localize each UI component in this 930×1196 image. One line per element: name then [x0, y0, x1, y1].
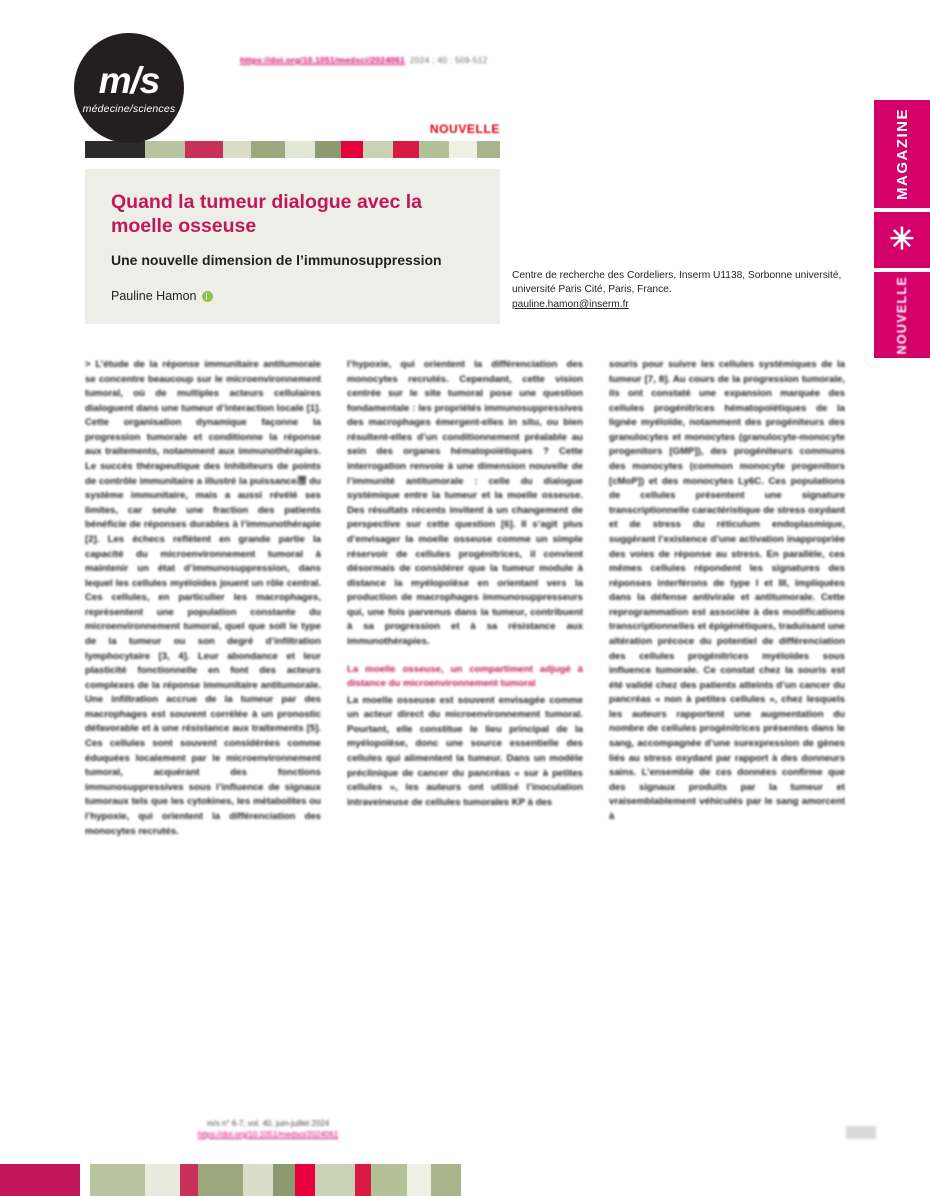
color-segment [85, 141, 145, 158]
color-segment [185, 141, 223, 158]
column-3-text: souris pour suivre les cellules systémiques de la tumeur [7, 8]. Au cours de la progression tumorale, ils ont constaté une expansion marquée des cellules progénitrices hématopoïétiques de la lignée myéloïde, notamment des progéniteurs des granulocytes et monocytes (granulocyte-monocyte progenitors [GMP]), des progéniteurs communs des monocytes (common monocyte progenitors [cMoP]) et des monocytes Ly6C. Ces populations de cellules présentent une signature transcriptionnelle caractéristique de stress oxydant et de stress du réticulum endoplasmique, suggérant l’existence d’une activation inappropriée des voies de réponse au stress. En parallèle, ces mêmes cellules répondent les signatures des réponses interférons de type I et III, impliquées dans la défense antivirale et antitumorale. Cette reprogrammation est associée à des modifications transcriptionnelles et épigénétiques, traduisant une altération précoce du potentiel de différenciation des cellules progénitrices myéloïdes sous influence tumorale. Ce constat chez la souris est été validé chez des patients atteints d’un cancer du pancréas « non à petites cellules », chez lesquels les auteurs rapportent une augmentation du nombre de cellules progénitrices présentes dans le sang, accompagnée d’une surexpression de gènes liés au stress oxydant par rapport à des donneurs sains. L’ensemble de ces données confirme que des signaux produits par la tumeur et vraisemblablement véhiculés par le sang amorcent à [609, 359, 845, 822]
decorative-color-strip [85, 141, 500, 158]
author-email[interactable]: pauline.hamon@inserm.fr [512, 298, 629, 310]
article-subtitle: Une nouvelle dimension de l’immunosuppression [111, 251, 442, 268]
color-segment [145, 1164, 180, 1196]
color-segment [273, 1164, 295, 1196]
right-rail [874, 100, 930, 358]
color-segment [295, 1164, 315, 1196]
color-segment [419, 141, 449, 158]
logo-subtitle-text: médecine/sciences [82, 102, 176, 115]
article-body [85, 358, 845, 839]
bottom-color-strip [0, 1164, 930, 1196]
article-title-box [85, 169, 500, 324]
section-label: NOUVELLE [429, 122, 500, 136]
footer-doi-link[interactable]: https://doi.org/10.1051/medsci/2024061 [197, 1130, 339, 1139]
color-segment [145, 141, 185, 158]
article-author [111, 289, 474, 303]
color-segment [223, 141, 251, 158]
color-segment [80, 1164, 90, 1196]
affiliation-text: Centre de recherche des Cordeliers, Inserm U1138, Sorbonne université, université Paris Cité, Paris, France. [512, 270, 842, 296]
doi-link[interactable]: https://doi.org/10.1051/medsci/2024061 [240, 55, 405, 65]
page-footer [168, 1119, 368, 1139]
color-segment [363, 141, 393, 158]
section-heading-moelle: La moelle osseuse, un compartiment adjugé à distance du microenvironnement tumoral [347, 663, 583, 690]
color-segment [371, 1164, 407, 1196]
logo-main-text: m/s [98, 59, 160, 101]
color-segment [243, 1164, 273, 1196]
rail-magazine-label: MAGAZINE [893, 108, 911, 200]
body-column-2 [347, 358, 583, 839]
footer-issue-line: m/s n° 6-7, vol. 40, juin-juillet 2024 [206, 1119, 330, 1128]
author-affiliation [512, 269, 845, 324]
author-name: Pauline Hamon [111, 289, 197, 304]
color-segment [341, 141, 363, 158]
journal-logo [74, 33, 184, 143]
rail-star-glyph: ✳ [889, 223, 915, 256]
column-1-text: > L’étude de la réponse immunitaire antitumorale se concentre beaucoup sur le microenvironnement tumoral, où de multiples acteurs cellulaires dialoguent dans une tumeur d’interaction locale [1]. Cette organisation dynamique façonne la progression tumorale et conditionne la réponse aux traitements, notamment aux immunothérapies. Le succès thérapeutique des inhibiteurs de points de contrôle immunitaire a illustré la puissance潜 du système immunitaire, mais a aussi révélé ses limites, car seule une fraction des patients bénéficie de réponses durables à l’immunothérapie [2]. Les échecs reflètent en grande partie la capacité du microenvironnement tumoral à maintenir un état d’immunosuppression, dans lequel les cellules myéloïdes jouent un rôle central. Ces cellules, en particulier les macrophages, représentent une population constante du microenvironnement tumoral, quel que soit le type de la tumeur ou son degré d’infiltration lymphocytaire [3, 4]. Leur abondance et leur plasticité fonctionnelle en font des acteurs complexes de la réponse immunitaire antitumorale. Une infiltration accrue de la tumeur par des macrophages est souvent corrélée à un pronostic défavorable et à une résistance aux traitements [5]. Ces cellules sont souvent considérées comme éduquées localement par le microenvironnement tumoral, acquérant des fonctions immunosuppressives sous l’influence de signaux tumoraux tels que les cytokines, les métabolites ou l’hypoxie, qui orientent la différenciation des monocytes recrutés. [85, 359, 321, 837]
color-segment [251, 141, 285, 158]
page-title: Quand la tumeur dialogue avec la moelle osseuse [111, 191, 423, 237]
color-segment [393, 141, 419, 158]
color-segment [449, 141, 477, 158]
body-column-1 [85, 358, 321, 839]
color-segment [315, 141, 341, 158]
color-segment [180, 1164, 198, 1196]
issue-reference: 2024 ; 40 : 509-512 [409, 55, 488, 65]
color-segment [431, 1164, 461, 1196]
rail-nouvelle-label: NOUVELLE [895, 275, 909, 355]
color-segment [315, 1164, 355, 1196]
color-segment [355, 1164, 371, 1196]
page-number-badge [846, 1126, 876, 1139]
color-segment [477, 141, 500, 158]
body-column-3 [609, 358, 845, 839]
color-segment [461, 1164, 930, 1196]
rail-tab-nouvelle [874, 272, 930, 358]
column-2-tail-text: La moelle osseuse est souvent envisagée comme un acteur direct du microenvironnement tumoral. Pourtant, elle constitue le lieu principal de la myélopoïèse, donc une source essentielle des cellules qui alimentent la tumeur. Dans un modèle préclinique de cancer du pancréas « sur à petites cellules », les auteurs ont utilisé l’inoculation intraveineuse de cellules tumorales KP à des [347, 694, 583, 808]
color-segment [285, 141, 315, 158]
orcid-icon[interactable] [202, 291, 213, 302]
color-segment [198, 1164, 243, 1196]
color-segment [90, 1164, 145, 1196]
rail-tab-magazine [874, 100, 930, 208]
color-segment [0, 1164, 80, 1196]
masthead-reference [240, 55, 487, 65]
asterisk-icon [874, 212, 930, 268]
column-2-text: l’hypoxie, qui orientent la différenciation des monocytes recrutés. Cependant, cette vision centrée sur le site tumoral pose une question fondamentale : les propriétés immunosuppressives des macrophages émergent-elles in situ, ou bien résultent-elles d’un conditionnement préalable au sein des organes hématopoïétiques ? Cette interrogation renvoie à une dimension nouvelle de l’immunité antitumorale : celle du dialogue systémique entre la tumeur et la moelle osseuse. Des résultats récents invitent à un changement de perspective sur cette question [6]. Il s’agit plus d’envisager la moelle osseuse comme un simple réservoir de cellules progénitrices, il convient désormais de considérer que la tumeur module à distance la myélopoïèse en orientant vers la production de macrophages immunosuppresseurs qui, une fois parvenus dans la tumeur, contribuent à sa progression et à sa résistance aux immunothérapies. [347, 359, 583, 647]
color-segment [407, 1164, 431, 1196]
